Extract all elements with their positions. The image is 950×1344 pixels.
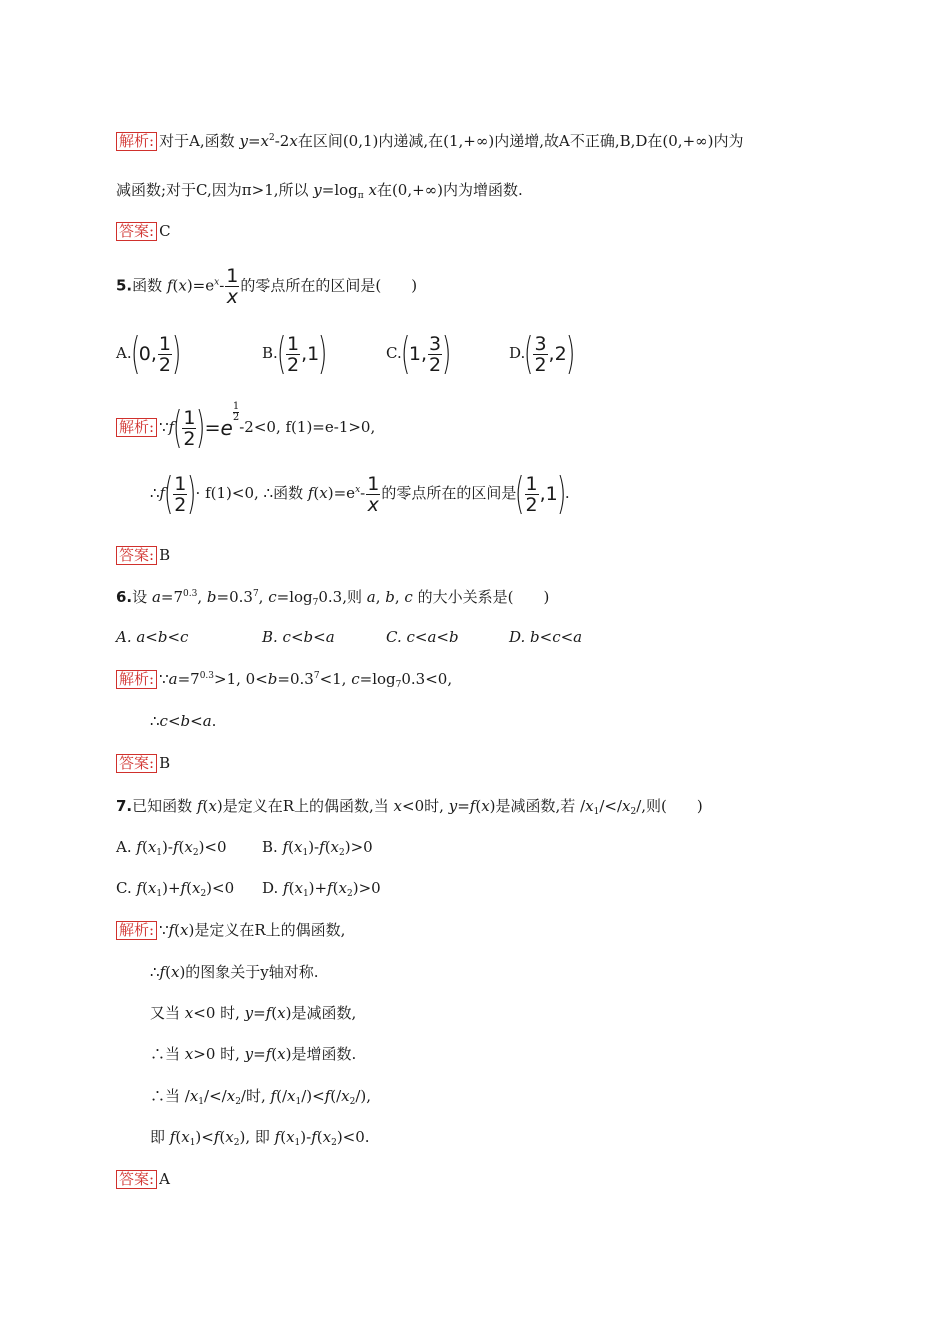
analysis-tag: 解析: — [116, 132, 157, 151]
q6-analysis-line1: 解析: $\because a=7^{0.3}>1$, $0<b=0.3^7<1$, $c=\log_70.3<0$, — [116, 669, 452, 689]
q6-option-d: D. b<c<a — [509, 628, 583, 646]
analysis-tag: 解析: — [116, 418, 157, 437]
q5-option-b: B.( $\frac{1}{2}$ ,1) — [262, 328, 328, 379]
q6-stem: 6.设 $a=7^{0.3}$, $b=0.3^7$, $c=\log_70.3$,则 a, b, c 的大小关系是( ) — [116, 588, 550, 608]
q6-option-c: C. c<a<b — [386, 628, 459, 646]
q7-analysis-line6: 即 $f(x_1)<f(x_2)$, 即 $f(x_1)-f(x_2)<0$. — [150, 1128, 370, 1148]
q7-analysis-line4: ∴当 x>0 时, y=f(x)是增函数. — [150, 1045, 357, 1063]
answer-tag: 答案: — [116, 754, 157, 773]
question-number: 5. — [116, 276, 133, 295]
answer-tag: 答案: — [116, 222, 157, 241]
q7-answer: 答案: A — [116, 1169, 170, 1189]
q5-analysis-line2: ∴f( $\frac{1}{2}$ )· f(1)<0, ∴函数 $f(x)=e^x-$ $\frac{1}{x}$ 的零点所在的区间是( $\frac{1}{2}$ ,1). — [150, 468, 570, 519]
q7-stem: 7.已知函数 f(x)是定义在R上的偶函数,当 x<0时, y=f(x)是减函数,若 $/x_1/</x_2/$,则( ) — [116, 797, 703, 817]
q6-option-b: B. c<b<a — [262, 628, 335, 646]
q7-analysis-line2: ∴f(x)的图象关于y轴对称. — [150, 963, 319, 981]
question-number: 7. — [116, 797, 133, 815]
analysis-tag: 解析: — [116, 670, 157, 689]
question-number: 6. — [116, 588, 133, 606]
q7-option-a: A. $f(x_1)-f(x_2)<0$ — [116, 838, 227, 858]
q7-option-c: C. $f(x_1)+f(x_2)<0$ — [116, 879, 235, 899]
q4-answer: 答案: C — [116, 221, 171, 241]
q6-analysis-line2: ∴c<b<a. — [150, 712, 217, 730]
q5-option-c: C.(1, $\frac{3}{2}$ ) — [386, 328, 452, 379]
q7-analysis-line5: ∴当 $/x_1/</x_2/$时, $f(/x_1/)<f(/x_2/)$, — [150, 1087, 372, 1107]
analysis-tag: 解析: — [116, 921, 157, 940]
q5-stem: 5.函数 $f(x)=e^x-$ $\frac{1}{x}$ 的零点所在的区间是( ) — [116, 265, 418, 308]
q7-analysis-line3: 又当 x<0 时, y=f(x)是减函数, — [150, 1004, 357, 1022]
q5-option-d: D.( $\frac{3}{2}$ ,2) — [509, 328, 575, 379]
q7-option-d: D. $f(x_1)+f(x_2)>0$ — [262, 879, 381, 899]
fraction: $\frac{1}{x}$ — [226, 265, 239, 308]
q7-analysis-line1: 解析: ∵f(x)是定义在R上的偶函数, — [116, 920, 345, 940]
q4-analysis-line1: 解析: 对于A,函数 $y=x^2-2x$在区间(0,1)内递减,在(1,+∞)内递增,故A不正确,B,D在(0,+∞)内为 — [116, 131, 744, 151]
q6-answer: 答案: B — [116, 753, 170, 773]
q5-analysis-line1: 解析: ∵f( $\frac{1}{2}$ )=e $\frac{1}{2}$ -2<0, f(1)=e-1>0, — [116, 402, 375, 450]
q6-option-a: A. a<b<c — [116, 628, 189, 646]
q5-option-a: A.(0, $\frac{1}{2}$ ) — [116, 328, 182, 379]
q7-option-b: B. $f(x_1)-f(x_2)>0$ — [262, 838, 373, 858]
q5-answer: 答案: B — [116, 545, 170, 565]
answer-tag: 答案: — [116, 1170, 157, 1189]
answer-tag: 答案: — [116, 546, 157, 565]
q4-analysis-line2: 减函数;对于C,因为π>1,所以 $y=\log_\pi$ x在(0,+∞)内为增函数. — [116, 181, 523, 201]
